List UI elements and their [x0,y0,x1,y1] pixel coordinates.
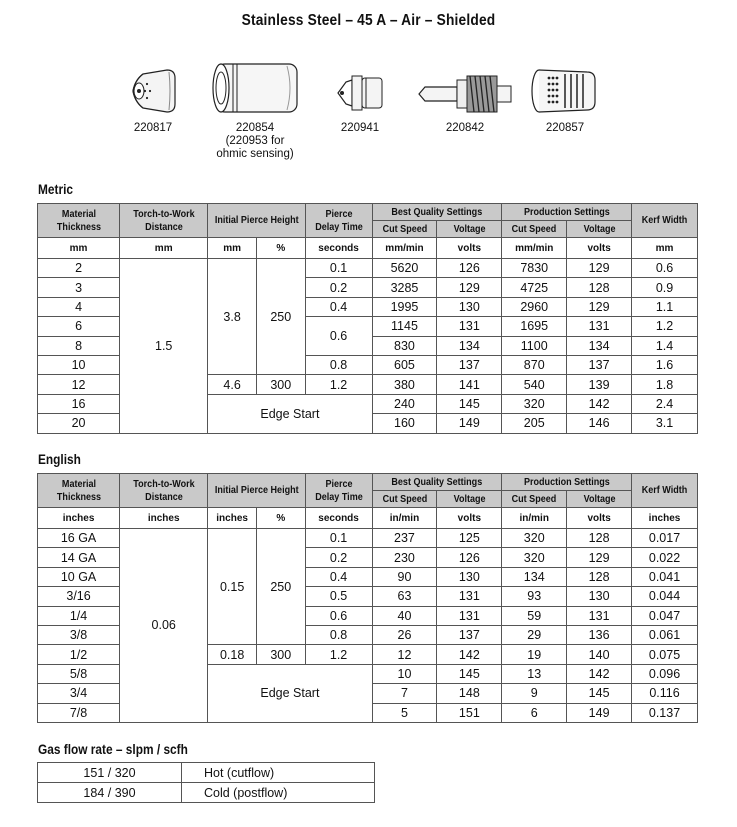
cell: 205 [502,414,567,433]
cell: 129 [437,278,502,297]
unit-cell: inches [632,508,698,529]
cell: 1695 [502,317,567,336]
thickness-cell: 7/8 [38,703,120,722]
part-label: 220842 [445,122,485,134]
thickness-cell: 12 [38,375,120,394]
pierce-height-cell: 3.8 [208,259,257,375]
thickness-cell: 20 [38,414,120,433]
cell: 142 [567,394,632,413]
unit-cell: mm [208,238,257,259]
cell: 0.047 [632,606,698,625]
cell: 0.041 [632,567,698,586]
english-table [37,473,698,723]
thickness-cell: 14 GA [38,548,120,567]
cell: 19 [502,645,567,664]
thickness-cell: 3/16 [38,587,120,606]
delay-cell: 0.1 [305,259,372,278]
cell: 134 [502,567,567,586]
delay-cell: 0.6 [305,606,372,625]
col-header-kerf: Kerf Width [632,474,698,508]
part-retaining-cap [200,60,310,161]
cell: 0.044 [632,587,698,606]
pierce-height-cell: 0.15 [208,529,257,645]
cell: 59 [502,606,567,625]
thickness-cell: 16 GA [38,529,120,548]
part-label: 220854 [235,122,275,134]
unit-cell: volts [567,508,632,529]
unit-cell: % [256,238,305,259]
cell: 12 [372,645,437,664]
thickness-cell: 2 [38,259,120,278]
col-header-cut-speed: Cut Speed [502,221,567,238]
cell: 3.1 [632,414,698,433]
thickness-cell: 3/8 [38,625,120,644]
thickness-cell: 1/4 [38,606,120,625]
consumable-parts [0,60,737,170]
cell: 145 [567,684,632,703]
delay-cell: 0.4 [305,297,372,316]
col-header-pierce-height: Initial Pierce Height [208,474,305,508]
cell: 320 [502,394,567,413]
part-shield-cap [118,66,188,135]
part-swirl-ring [520,66,610,135]
retaining-cap-icon [207,60,303,116]
col-header-best-quality: Best Quality Settings [372,204,502,221]
col-header-torch: Torch-to-Work Distance [120,474,208,508]
col-header-voltage: Voltage [437,491,502,508]
col-header-voltage: Voltage [567,221,632,238]
unit-cell: volts [567,238,632,259]
thickness-cell: 8 [38,336,120,355]
cell: 63 [372,587,437,606]
cell: 0.137 [632,703,698,722]
col-header-production: Production Settings [502,474,632,491]
cell: 128 [567,567,632,586]
part-label: 220941 [340,122,380,134]
delay-cell: 0.2 [305,278,372,297]
delay-cell: 0.4 [305,567,372,586]
delay-cell: 0.8 [305,625,372,644]
table-row [38,783,375,803]
unit-cell: mm [632,238,698,259]
col-header-cut-speed: Cut Speed [372,221,437,238]
cell: 830 [372,336,437,355]
metric-section-title: Metric [38,182,73,197]
col-header-torch: Torch-to-Work Distance [120,204,208,238]
cell: 126 [437,548,502,567]
table-row [38,259,698,278]
cell: 7830 [502,259,567,278]
swirl-ring-icon [525,66,605,116]
col-header-kerf: Kerf Width [632,204,698,238]
cell: 1995 [372,297,437,316]
col-header-cut-speed: Cut Speed [372,491,437,508]
nozzle-icon [332,70,388,116]
cell: 145 [437,664,502,683]
cell: 9 [502,684,567,703]
cell: 131 [437,606,502,625]
unit-cell: mm/min [372,238,437,259]
part-nozzle [325,70,395,135]
cell: 131 [437,317,502,336]
unit-cell: volts [437,508,502,529]
english-section-title: English [38,452,81,467]
cell: 1.1 [632,297,698,316]
thickness-cell: 10 GA [38,567,120,586]
delay-cell: 1.2 [305,375,372,394]
unit-cell: in/min [372,508,437,529]
col-header-material: Material Thickness [38,474,120,508]
cell: 146 [567,414,632,433]
cell: 320 [502,548,567,567]
thickness-cell: 3/4 [38,684,120,703]
col-header-pierce-delay: Pierce Delay Time [305,204,372,238]
cell: 40 [372,606,437,625]
delay-cell: 0.6 [305,317,372,356]
table-row [38,529,698,548]
cell: 141 [437,375,502,394]
cell: 128 [567,529,632,548]
edge-start-cell: Edge Start [208,394,372,433]
cell: 1100 [502,336,567,355]
unit-cell: volts [437,238,502,259]
pierce-height-cell: 0.18 [208,645,257,664]
gas-flow-value: 151 / 320 [38,763,182,783]
part-label: 220817 [133,122,173,134]
cell: 6 [502,703,567,722]
cell: 5 [372,703,437,722]
col-header-material: Material Thickness [38,204,120,238]
cell: 237 [372,529,437,548]
cell: 131 [567,606,632,625]
electrode-icon [415,72,515,116]
cell: 148 [437,684,502,703]
pierce-percent-cell: 300 [256,375,305,394]
col-header-cut-speed: Cut Speed [502,491,567,508]
part-electrode [410,72,520,135]
thickness-cell: 4 [38,297,120,316]
cell: 605 [372,355,437,374]
thickness-cell: 6 [38,317,120,336]
thickness-cell: 10 [38,355,120,374]
cell: 1.8 [632,375,698,394]
cell: 129 [567,548,632,567]
torch-distance-cell: 0.06 [120,529,208,723]
delay-cell: 1.2 [305,645,372,664]
pierce-height-cell: 4.6 [208,375,257,394]
cell: 129 [567,259,632,278]
unit-cell: seconds [305,508,372,529]
delay-cell: 0.5 [305,587,372,606]
cell: 131 [567,317,632,336]
delay-cell: 0.1 [305,529,372,548]
thickness-cell: 5/8 [38,664,120,683]
cell: 29 [502,625,567,644]
cell: 128 [567,278,632,297]
cell: 10 [372,664,437,683]
cell: 142 [437,645,502,664]
cell: 4725 [502,278,567,297]
cell: 1.2 [632,317,698,336]
unit-cell: mm [38,238,120,259]
cell: 139 [567,375,632,394]
cell: 0.9 [632,278,698,297]
edge-start-cell: Edge Start [208,664,372,722]
cell: 134 [437,336,502,355]
unit-cell: % [256,508,305,529]
pierce-percent-cell: 250 [256,529,305,645]
gas-flow-label: Cold (postflow) [182,783,375,803]
cell: 380 [372,375,437,394]
cell: 2960 [502,297,567,316]
unit-cell: inches [120,508,208,529]
cell: 126 [437,259,502,278]
pierce-percent-cell: 300 [256,645,305,664]
cell: 130 [437,297,502,316]
cell: 0.6 [632,259,698,278]
cell: 0.017 [632,529,698,548]
cell: 540 [502,375,567,394]
cell: 0.061 [632,625,698,644]
unit-cell: mm/min [502,238,567,259]
unit-cell: seconds [305,238,372,259]
cell: 149 [437,414,502,433]
cell: 0.022 [632,548,698,567]
cell: 1145 [372,317,437,336]
cell: 0.096 [632,664,698,683]
cell: 93 [502,587,567,606]
delay-cell: 0.8 [305,355,372,374]
cell: 7 [372,684,437,703]
col-header-best-quality: Best Quality Settings [372,474,502,491]
cell: 1.6 [632,355,698,374]
cell: 0.116 [632,684,698,703]
unit-cell: in/min [502,508,567,529]
gas-flow-title: Gas flow rate – slpm / scfh [38,742,188,757]
cell: 870 [502,355,567,374]
gas-flow-table [37,762,375,803]
table-row [38,763,375,783]
cell: 125 [437,529,502,548]
cell: 3285 [372,278,437,297]
cell: 160 [372,414,437,433]
unit-cell: mm [120,238,208,259]
part-note: (220953 for ohmic sensing) [216,135,294,160]
thickness-cell: 16 [38,394,120,413]
cell: 131 [437,587,502,606]
cell: 149 [567,703,632,722]
col-header-voltage: Voltage [437,221,502,238]
cell: 151 [437,703,502,722]
cell: 134 [567,336,632,355]
metric-table [37,203,698,434]
cell: 13 [502,664,567,683]
gas-flow-value: 184 / 390 [38,783,182,803]
cell: 240 [372,394,437,413]
cell: 26 [372,625,437,644]
cell: 136 [567,625,632,644]
cell: 1.4 [632,336,698,355]
cell: 0.075 [632,645,698,664]
col-header-production: Production Settings [502,204,632,221]
page-title: Stainless Steel – 45 A – Air – Shielded [241,12,496,29]
cell: 137 [567,355,632,374]
cell: 142 [567,664,632,683]
torch-distance-cell: 1.5 [120,259,208,434]
cell: 320 [502,529,567,548]
cell: 137 [437,355,502,374]
cell: 140 [567,645,632,664]
cell: 145 [437,394,502,413]
cell: 90 [372,567,437,586]
col-header-pierce-height: Initial Pierce Height [208,204,305,238]
col-header-voltage: Voltage [567,491,632,508]
cell: 5620 [372,259,437,278]
cell: 230 [372,548,437,567]
shield-cap-icon [125,66,181,116]
cell: 137 [437,625,502,644]
cell: 130 [567,587,632,606]
thickness-cell: 1/2 [38,645,120,664]
unit-cell: inches [208,508,257,529]
col-header-pierce-delay: Pierce Delay Time [305,474,372,508]
pierce-percent-cell: 250 [256,259,305,375]
cell: 130 [437,567,502,586]
thickness-cell: 3 [38,278,120,297]
cell: 129 [567,297,632,316]
delay-cell: 0.2 [305,548,372,567]
cell: 2.4 [632,394,698,413]
gas-flow-label: Hot (cutflow) [182,763,375,783]
unit-cell: inches [38,508,120,529]
part-label: 220857 [545,122,585,134]
